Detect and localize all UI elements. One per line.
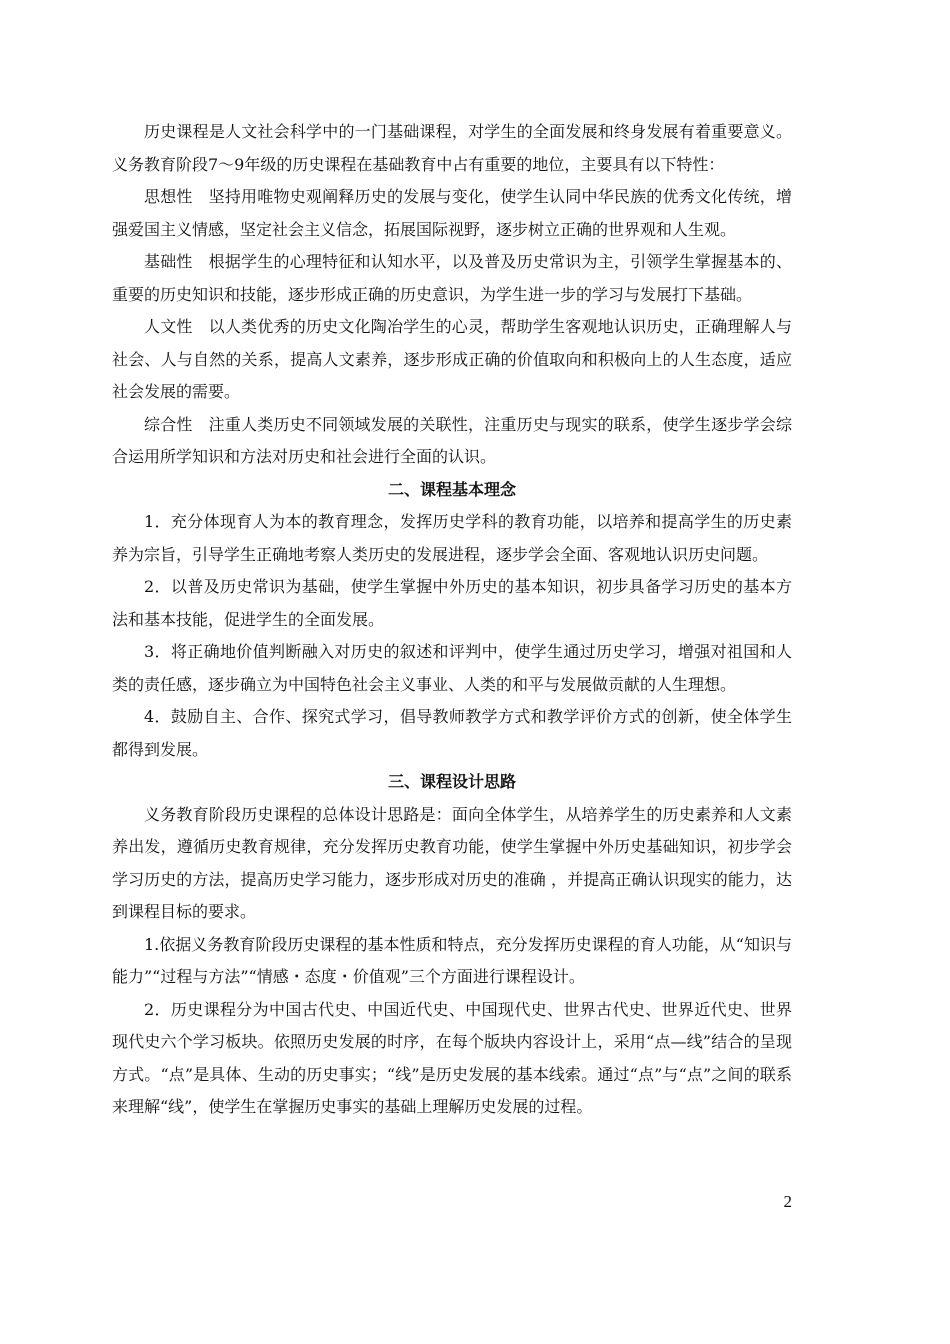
- feature-term: 人文性: [144, 317, 193, 336]
- feature-paragraph-sixiang: [112, 181, 792, 246]
- page-number: 2: [783, 1192, 792, 1211]
- feature-text: 根据学生的心理特征和认知水平，以及普及历史常识为主，引领学生掌握基本的、重要的历史知识和技能，逐步形成正确的历史意识，为学生进一步的学习与发展打下基础。: [112, 252, 792, 304]
- intro-paragraph: 历史课程是人文社会科学中的一门基础课程，对学生的全面发展和终身发展有着重要意义。义务教育阶段7～9年级的历史课程在基础教育中占有重要的地位，主要具有以下特性：: [112, 122, 792, 174]
- feature-paragraph-jichu: [112, 246, 792, 311]
- feature-text: 以人类优秀的历史文化陶冶学生的心灵，帮助学生客观地认识历史，正确理解人与社会、人与自然的关系，提高人文素养，逐步形成正确的价值取向和积极向上的人生态度，适应社会发展的需要。: [112, 317, 792, 401]
- concept-item: 2．以普及历史常识为基础，使学生掌握中外历史的基本知识，初步具备学习历史的基本方法和基本技能，促进学生的全面发展。: [112, 577, 792, 629]
- feature-text: 坚持用唯物史观阐释历史的发展与变化，使学生认同中华民族的优秀文化传统，增强爱国主义情感，坚定社会主义信念，拓展国际视野，逐步树立正确的世界观和人生观。: [112, 187, 792, 239]
- concept-item: 3．将正确地价值判断融入对历史的叙述和评判中，使学生通过历史学习，增强对祖国和人类的责任感，逐步确立为中国特色社会主义事业、人类的和平与发展做贡献的人生理想。: [112, 642, 792, 694]
- concept-item: 4．鼓励自主、合作、探究式学习，倡导教师教学方式和教学评价方式的创新，使全体学生都得到发展。: [112, 707, 792, 759]
- design-intro-paragraph: 义务教育阶段历史课程的总体设计思路是：面向全体学生，从培养学生的历史素养和人文素养出发，遵循历史教育规律，充分发挥历史教育功能，使学生掌握中外历史基础知识，初步学会学习历史的方法，提高历史学习能力，逐步形成对历史的准确 ，并提高正确认识现实的能力，达到课程目标的要求。: [112, 804, 792, 921]
- feature-text: 注重人类历史不同领域发展的关联性，注重历史与现实的联系，使学生逐步学会综合运用所学知识和方法对历史和社会进行全面的认识。: [112, 414, 792, 466]
- section-heading-basic-concepts: 二、课程基本理念: [387, 479, 516, 499]
- design-item: 2．历史课程分为中国古代史、中国近代史、中国现代史、世界古代史、世界近代史、世界现代史六个学习板块。依照历史发展的时序，在每个版块内容设计上，采用“点—线”结合的呈现方式。“点”是具体、生动的历史事实；“线”是历史发展的基本线索。通过“点”与“点”之间的联系来理解“线”，使学生在掌握历史事实的基础上理解历史发展的过程。: [112, 999, 792, 1116]
- feature-term: 基础性: [144, 252, 193, 271]
- feature-paragraph-zonghe: [112, 409, 792, 474]
- page-body: [112, 116, 792, 1124]
- feature-term: 思想性: [144, 187, 193, 206]
- feature-paragraph-renwen: [112, 311, 792, 409]
- feature-term: 综合性: [144, 414, 193, 434]
- concept-item: 1．充分体现育人为本的教育理念，发挥历史学科的教育功能，以培养和提高学生的历史素养为宗旨，引导学生正确地考察人类历史的发展进程，逐步学会全面、客观地认识历史问题。: [112, 512, 792, 564]
- design-item: 1.依据义务教育阶段历史课程的基本性质和特点，充分发挥历史课程的育人功能，从“知识与能力”“过程与方法”“情感・态度・价值观”三个方面进行课程设计。: [112, 934, 792, 986]
- section-heading-design-ideas: 三、课程设计思路: [387, 772, 516, 791]
